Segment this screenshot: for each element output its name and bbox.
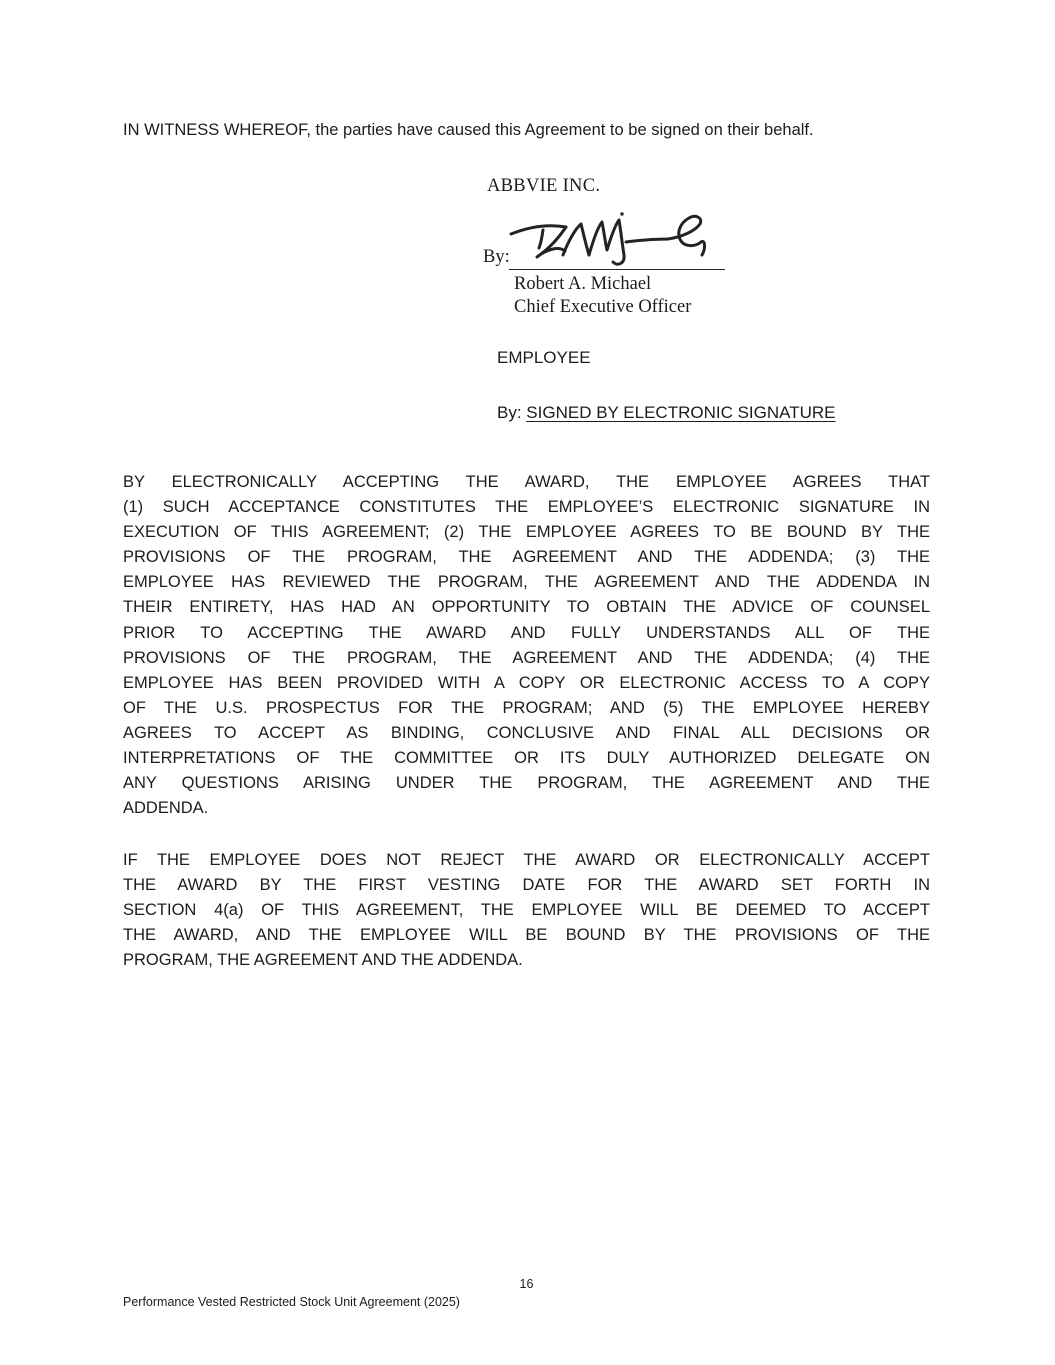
employee-by-label: By: xyxy=(497,403,527,422)
deemed-acceptance-paragraph xyxy=(123,848,930,973)
paragraph-line: ADDENDA. xyxy=(123,799,209,818)
employee-signature-line xyxy=(497,403,836,423)
paragraph-line: IF THE EMPLOYEE DOES NOT REJECT THE AWARD OR ELECTRONICALLY ACCEPT xyxy=(123,851,930,869)
employee-heading: EMPLOYEE xyxy=(497,348,591,367)
paragraph-line: SECTION 4(a) OF THIS AGREEMENT, THE EMPLOYEE WILL BE DEEMED TO ACCEPT xyxy=(123,901,930,920)
paragraph-line: EMPLOYEE HAS BEEN PROVIDED WITH A COPY OR ELECTRONIC ACCESS TO A COPY xyxy=(123,673,930,692)
acceptance-paragraph xyxy=(123,470,930,821)
paragraph-line: THE AWARD, AND THE EMPLOYEE WILL BE BOUND BY THE PROVISIONS OF THE xyxy=(123,926,930,945)
paragraph-line: EXECUTION OF THIS AGREEMENT; (2) THE EMPLOYEE AGREES TO BE BOUND BY THE xyxy=(123,523,930,542)
paragraph-line: PROGRAM, THE AGREEMENT AND THE ADDENDA. xyxy=(123,951,523,970)
signer-title: Chief Executive Officer xyxy=(514,297,692,317)
paragraph-line: THE AWARD BY THE FIRST VESTING DATE FOR THE AWARD SET FORTH IN xyxy=(123,876,930,895)
paragraph-line: (1) SUCH ACCEPTANCE CONSTITUTES THE EMPLOYEE’S ELECTRONIC SIGNATURE IN xyxy=(123,498,930,517)
paragraph-line: BY ELECTRONICALLY ACCEPTING THE AWARD, THE EMPLOYEE AGREES THAT xyxy=(123,473,930,491)
witness-whereof-line: IN WITNESS WHEREOF, the parties have caused this Agreement to be signed on their behalf. xyxy=(123,121,814,139)
page-number: 16 xyxy=(519,1277,534,1291)
signature-line xyxy=(509,269,725,270)
footer-document-title: Performance Vested Restricted Stock Unit Agreement (2025) xyxy=(123,1295,460,1309)
paragraph-line: AGREES TO ACCEPT AS BINDING, CONCLUSIVE AND FINAL ALL DECISIONS OR xyxy=(123,723,930,742)
company-name: ABBVIE INC. xyxy=(487,176,601,196)
paragraph-line: EMPLOYEE HAS REVIEWED THE PROGRAM, THE AGREEMENT AND THE ADDENDA IN xyxy=(123,573,930,592)
paragraph-line: PRIOR TO ACCEPTING THE AWARD AND FULLY UNDERSTANDS ALL OF THE xyxy=(123,623,930,642)
paragraph-line: PROVISIONS OF THE PROGRAM, THE AGREEMENT AND THE ADDENDA; (3) THE xyxy=(123,548,930,567)
signer-name: Robert A. Michael xyxy=(514,274,652,294)
paragraph-line: THEIR ENTIRETY, HAS HAD AN OPPORTUNITY TO OBTAIN THE ADVICE OF COUNSEL xyxy=(123,598,930,617)
company-by-label: By: xyxy=(483,247,510,267)
ceo-signature-image xyxy=(505,210,720,272)
paragraph-line: INTERPRETATIONS OF THE COMMITTEE OR ITS DULY AUTHORIZED DELEGATE ON xyxy=(123,749,930,768)
paragraph-line: ANY QUESTIONS ARISING UNDER THE PROGRAM, THE AGREEMENT AND THE xyxy=(123,774,930,793)
paragraph-line: PROVISIONS OF THE PROGRAM, THE AGREEMENT AND THE ADDENDA; (4) THE xyxy=(123,648,930,667)
paragraph-line: OF THE U.S. PROSPECTUS FOR THE PROGRAM; AND (5) THE EMPLOYEE HEREBY xyxy=(123,698,930,717)
electronic-signature-text: SIGNED BY ELECTRONIC SIGNATURE xyxy=(526,403,836,422)
